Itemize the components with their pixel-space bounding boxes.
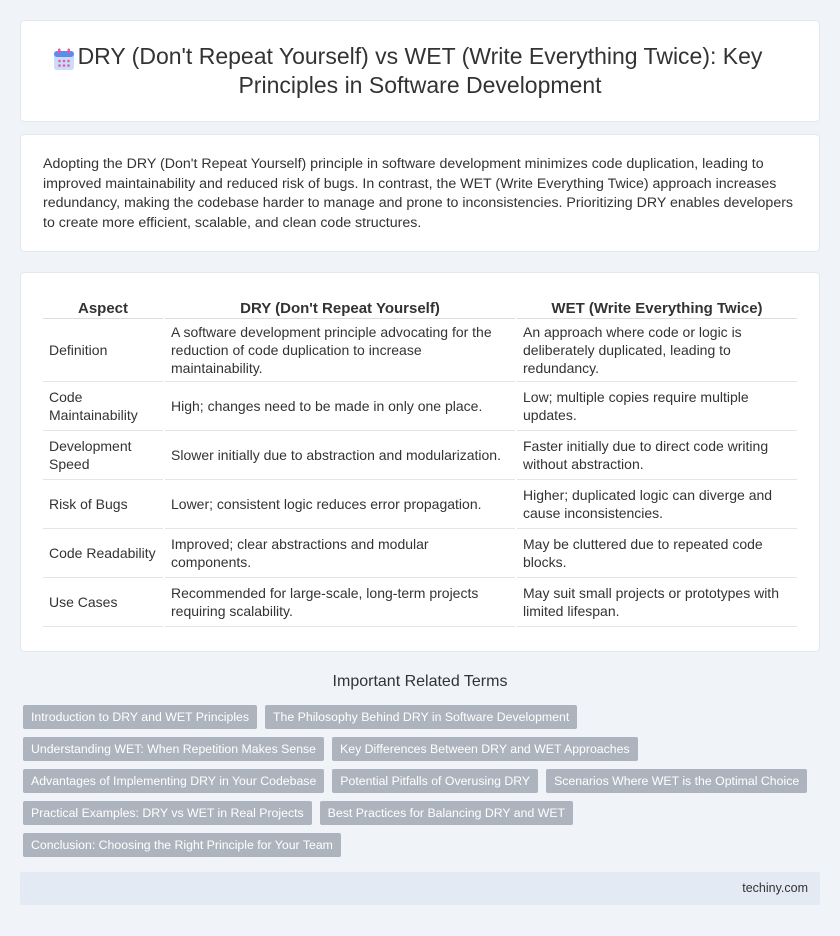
table-row (43, 480, 797, 529)
row-wet: May be cluttered due to repeated code blocks. (517, 529, 797, 578)
row-dry: Recommended for large-scale, long-term projects requiring scalability. (165, 578, 515, 627)
related-term-link[interactable]: Potential Pitfalls of Overusing DRY (332, 769, 538, 793)
tag-row (23, 833, 823, 857)
row-wet: An approach where code or logic is deliberately duplicated, leading to redundancy. (517, 319, 797, 382)
row-aspect: Risk of Bugs (43, 480, 163, 529)
row-wet: Low; multiple copies require multiple updates. (517, 382, 797, 431)
row-dry: Slower initially due to abstraction and modularization. (165, 431, 515, 480)
row-dry: Lower; consistent logic reduces error propagation. (165, 480, 515, 529)
header-card (20, 20, 820, 122)
intro-card (20, 134, 820, 252)
comparison-card (20, 272, 820, 652)
intro-text: Adopting the DRY (Don't Repeat Yourself) principle in software development minimizes code duplication, leading to improved maintainability and reduced risk of bugs. In contrast, the WET (Write Everything Twice) approach increases redundancy, making the codebase harder to manage and prone to inconsistencies. Prioritizing DRY enables developers to create more efficient, scalable, and clean code structures. (43, 156, 794, 231)
row-wet: Faster initially due to direct code writing without abstraction. (517, 431, 797, 480)
footer (20, 872, 820, 905)
related-term-link[interactable]: Advantages of Implementing DRY in Your Codebase (23, 769, 324, 793)
table-header-row (43, 299, 797, 319)
row-dry: A software development principle advocating for the reduction of code duplication to increase maintainability. (165, 319, 515, 382)
tag-row (23, 801, 823, 825)
row-aspect: Code Maintainability (43, 382, 163, 431)
related-terms-title: Important Related Terms (332, 673, 508, 690)
page-title: DRY (Don't Repeat Yourself) vs WET (Write Everything Twice): Key Principles in Software Development (77, 43, 763, 98)
tag-row (23, 705, 823, 729)
header-aspect: Aspect (43, 299, 163, 319)
related-term-link[interactable]: Key Differences Between DRY and WET Approaches (332, 737, 638, 761)
footer-brand[interactable]: techiny.com (742, 881, 808, 895)
related-term-link[interactable]: Practical Examples: DRY vs WET in Real Projects (23, 801, 312, 825)
table-row (43, 529, 797, 578)
related-term-link[interactable]: Understanding WET: When Repetition Makes Sense (23, 737, 324, 761)
comparison-table (41, 299, 799, 627)
related-terms-list (23, 705, 823, 865)
header-wet: WET (Write Everything Twice) (517, 299, 797, 319)
tag-row (23, 769, 823, 793)
table-row (43, 578, 797, 627)
row-wet: May suit small projects or prototypes with limited lifespan. (517, 578, 797, 627)
row-aspect: Use Cases (43, 578, 163, 627)
table-row (43, 382, 797, 431)
related-term-link[interactable]: Scenarios Where WET is the Optimal Choice (546, 769, 807, 793)
related-term-link[interactable]: Best Practices for Balancing DRY and WET (320, 801, 573, 825)
table-row (43, 431, 797, 480)
related-term-link[interactable]: Introduction to DRY and WET Principles (23, 705, 257, 729)
row-dry: Improved; clear abstractions and modular components. (165, 529, 515, 578)
row-aspect: Code Readability (43, 529, 163, 578)
related-term-link[interactable]: Conclusion: Choosing the Right Principle for Your Team (23, 833, 341, 857)
row-aspect: Development Speed (43, 431, 163, 480)
header-dry: DRY (Don't Repeat Yourself) (165, 299, 515, 319)
related-term-link[interactable]: The Philosophy Behind DRY in Software Development (265, 705, 577, 729)
table-row (43, 319, 797, 382)
tag-row (23, 737, 823, 761)
row-dry: High; changes need to be made in only one place. (165, 382, 515, 431)
row-wet: Higher; duplicated logic can diverge and cause inconsistencies. (517, 480, 797, 529)
row-aspect: Definition (43, 319, 163, 382)
